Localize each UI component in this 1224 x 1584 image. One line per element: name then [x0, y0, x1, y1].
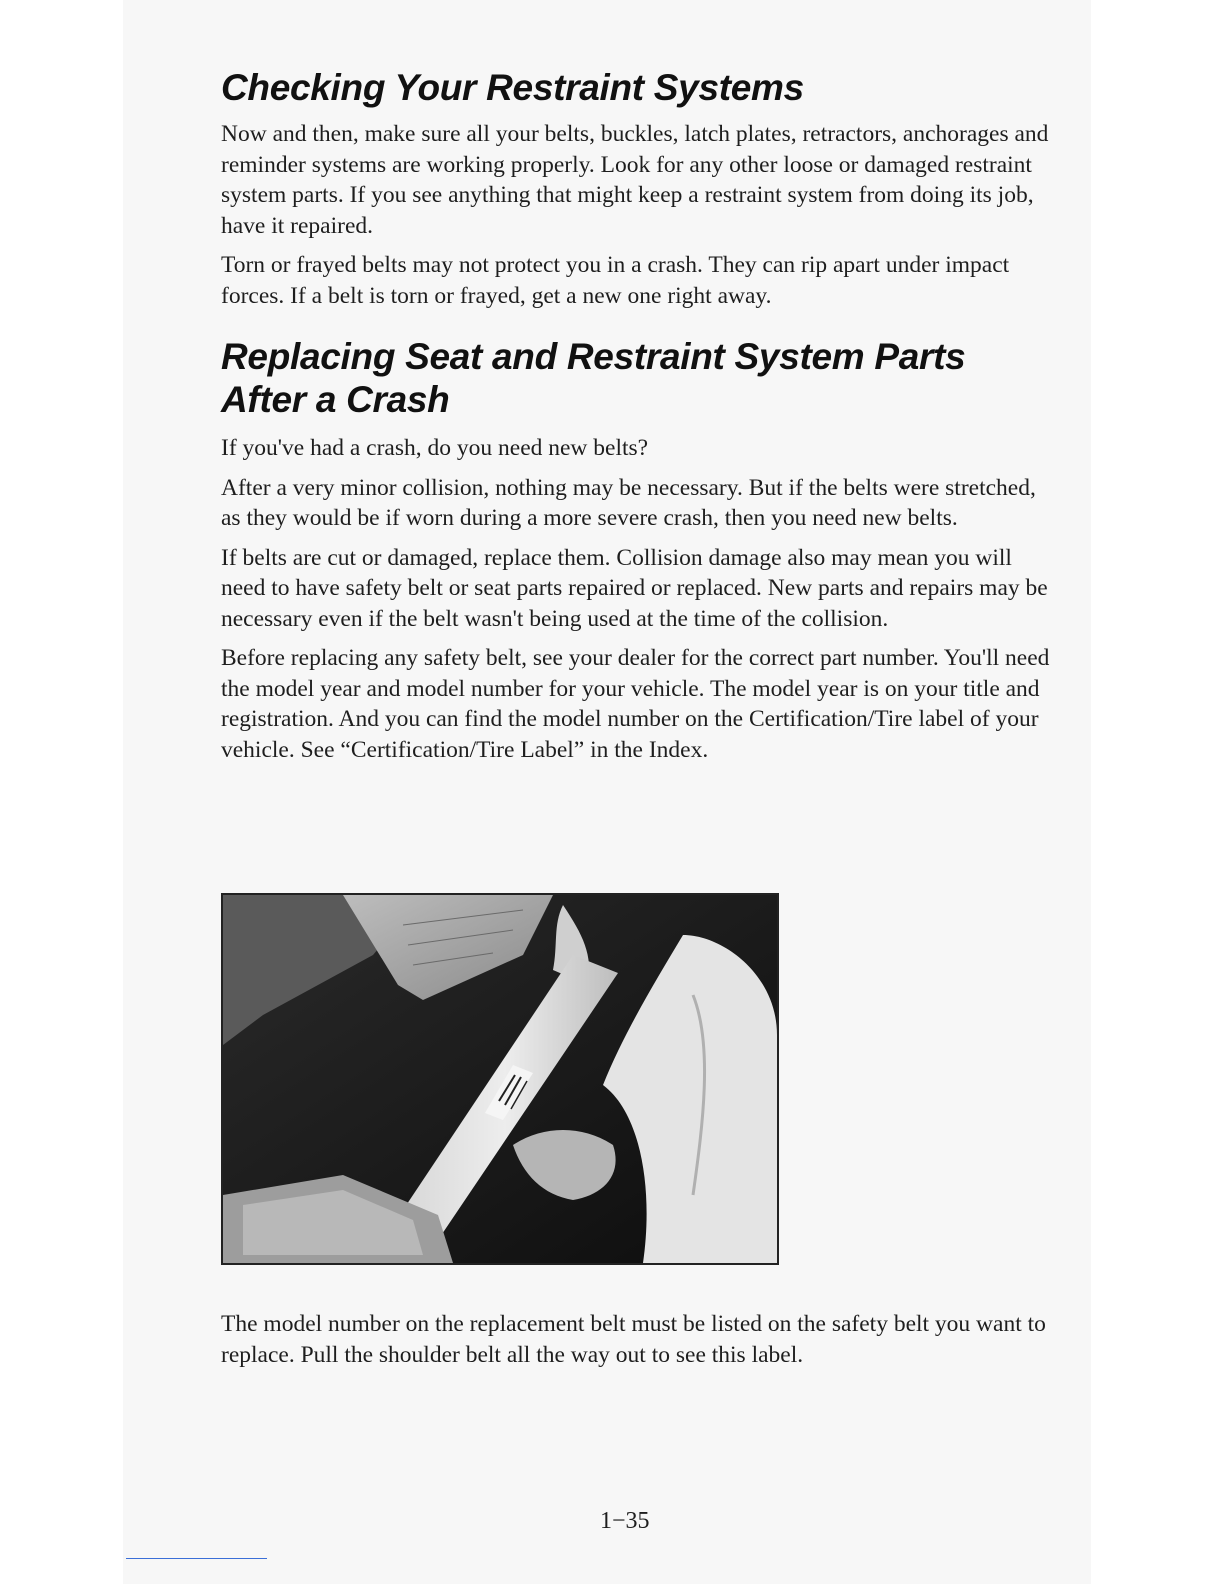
heading-replacing-parts-line2: After a Crash — [221, 379, 450, 420]
page-content — [221, 66, 1056, 774]
footer-rule — [126, 1558, 267, 1559]
page-number: 1−35 — [600, 1508, 650, 1534]
safety-belt-label-photo — [221, 893, 779, 1265]
paragraph-cut-or-damaged: If belts are cut or damaged, replace them. Collision damage also may mean you will need to have safety belt or seat parts repaired or replaced. New parts and repairs may be necessary even if the belt wasn't being used at the time of the collision. — [221, 544, 1048, 632]
heading-replacing-parts-line1: Replacing Seat and Restraint System Parts — [221, 336, 966, 377]
photo-caption: The model number on the replacement belt must be listed on the safety belt you want to replace. Pull the shoulder belt all the way out to see this label. — [221, 1311, 1046, 1368]
paragraph-part-number: Before replacing any safety belt, see your dealer for the correct part number. You'll need the model year and model number for your vehicle. The model year is on your title and registration. And you can find the model number on the Certification/Tire label of your vehicle. See “Certification/Tire Label” in the Index. — [221, 645, 1050, 763]
heading-checking-restraint-systems: Checking Your Restraint Systems — [221, 67, 804, 108]
paragraph-minor-collision: After a very minor collision, nothing may be necessary. But if the belts were stretched, as they would be if worn during a more severe crash, then you need new belts. — [221, 474, 1036, 531]
paragraph-question-new-belts: If you've had a crash, do you need new belts? — [221, 435, 649, 461]
paragraph-check-belts: Now and then, make sure all your belts, buckles, latch plates, retractors, anchorages and reminder systems are working properly. Look for any other loose or damaged restraint system parts. If you see anything that might keep a restraint system from doing its job, have it repaired. — [221, 121, 1049, 239]
paragraph-torn-belts: Torn or frayed belts may not protect you in a crash. They can rip apart under impact forces. If a belt is torn or frayed, get a new one right away. — [221, 252, 1010, 309]
heading-replacing-parts — [221, 335, 1056, 421]
